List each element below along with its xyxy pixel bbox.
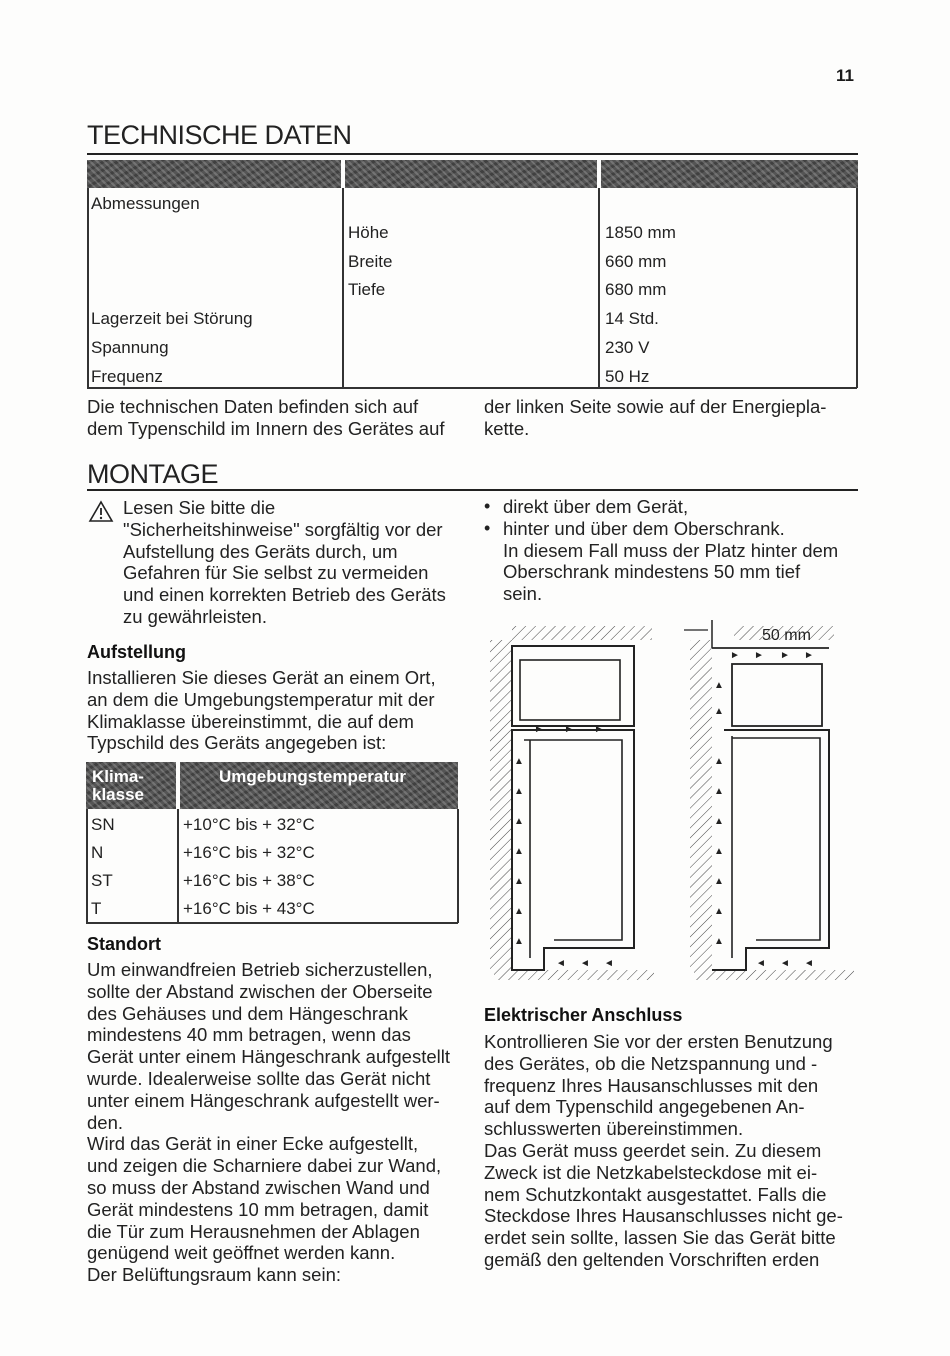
text-line: nem Schutzkontakt ausgestattet. Falls die bbox=[484, 1183, 827, 1205]
text-line: Gerät unter einem Hängeschrank aufgestellt bbox=[87, 1046, 451, 1068]
table-border bbox=[457, 809, 459, 923]
table-border bbox=[177, 809, 179, 923]
text-line: des Gehäuses und dem Hängeschrank bbox=[87, 1002, 408, 1024]
text-line: Aufstellung des Geräts durch, um bbox=[123, 540, 398, 562]
text-line: schlusswerten übereinstimmen. bbox=[484, 1118, 744, 1140]
text-line: genügend weit geöffnet werden kann. bbox=[87, 1242, 396, 1264]
text-line: so muss der Abstand zwischen Wand und bbox=[87, 1176, 430, 1198]
section-heading-montage: MONTAGE bbox=[87, 459, 218, 489]
svg-text:▲: ▲ bbox=[714, 846, 724, 857]
text-line: der linken Seite sowie auf der Energiepla- bbox=[484, 396, 827, 417]
text-line: Oberschrank mindestens 50 mm tief bbox=[503, 561, 801, 583]
table-border bbox=[87, 387, 857, 389]
svg-text:▲: ▲ bbox=[714, 816, 724, 827]
svg-text:◄: ◄ bbox=[604, 958, 614, 969]
text-line: und einen korrekten Betrieb des Geräts bbox=[123, 584, 446, 606]
table-header-cell bbox=[345, 160, 597, 188]
list-item bbox=[484, 518, 864, 540]
svg-text:▲: ▲ bbox=[714, 906, 724, 917]
bullet-continuation bbox=[484, 540, 864, 605]
elektrisch-text bbox=[484, 1031, 874, 1271]
table-cell-label: Frequenz bbox=[91, 366, 163, 386]
svg-text:▲: ▲ bbox=[714, 936, 724, 947]
text-line: Wird das Gerät in einer Ecke aufgestellt, bbox=[87, 1133, 419, 1155]
table-cell-value: 1850 mm bbox=[605, 222, 676, 242]
text-line: den. bbox=[87, 1111, 124, 1133]
text-line: Lesen Sie bitte die bbox=[123, 497, 276, 518]
table-cell-value: 230 V bbox=[605, 338, 650, 357]
text-line: erdet sein sollte, lassen Sie das Gerät bitte bbox=[484, 1227, 836, 1249]
text-line: sein. bbox=[503, 583, 543, 605]
table-cell-temp: +16°C bis + 43°C bbox=[183, 899, 315, 918]
svg-text:▲: ▲ bbox=[514, 786, 524, 797]
aufstellung-text bbox=[87, 667, 467, 754]
svg-text:◄: ◄ bbox=[804, 958, 814, 969]
section-rule bbox=[87, 489, 858, 491]
text-line: Installieren Sie dieses Gerät an einem Ort, bbox=[87, 667, 436, 688]
table-border bbox=[86, 922, 458, 924]
svg-text:◄: ◄ bbox=[556, 958, 566, 969]
header-text: klasse bbox=[92, 785, 144, 804]
table-border bbox=[87, 188, 89, 388]
table-cell-label: Spannung bbox=[91, 338, 169, 357]
svg-text:◄: ◄ bbox=[580, 958, 590, 969]
section-heading-technische-daten: TECHNISCHE DATEN bbox=[87, 120, 352, 150]
table-header-temperature: Umgebungstemperatur bbox=[219, 767, 407, 786]
table-header-cell bbox=[87, 160, 341, 188]
svg-text:►: ► bbox=[594, 724, 604, 735]
tech-note-left bbox=[87, 396, 472, 440]
header-text: Klima- bbox=[92, 767, 144, 786]
svg-text:▲: ▲ bbox=[714, 756, 724, 767]
svg-text:▲: ▲ bbox=[714, 876, 724, 887]
text-line: Um einwandfreien Betrieb sicherzustellen, bbox=[87, 959, 433, 980]
text-line: und zeigen die Scharniere dabei zur Wand, bbox=[87, 1155, 442, 1177]
svg-text:▲: ▲ bbox=[514, 756, 524, 767]
table-cell-sub: Breite bbox=[348, 251, 393, 271]
svg-text:►: ► bbox=[730, 650, 740, 661]
table-cell-sub: Höhe bbox=[348, 222, 389, 242]
text-line: Kontrollieren Sie vor der ersten Benutzung bbox=[484, 1031, 833, 1052]
svg-text:►: ► bbox=[804, 650, 814, 661]
text-line: Die technischen Daten befinden sich auf bbox=[87, 396, 419, 417]
text-line: Zweck ist die Netzkabelsteckdose mit ei- bbox=[484, 1161, 818, 1183]
table-cell-value: 660 mm bbox=[605, 251, 667, 271]
table-border bbox=[342, 188, 344, 388]
text-line: mindestens 40 mm betragen, wenn das bbox=[87, 1024, 411, 1046]
table-border bbox=[86, 809, 88, 923]
diagram-label: 50 mm bbox=[762, 627, 811, 644]
svg-text:▲: ▲ bbox=[514, 936, 524, 947]
table-cell-klasse: SN bbox=[91, 815, 115, 834]
svg-text:▲: ▲ bbox=[514, 906, 524, 917]
text-line: Der Belüftungsraum kann sein: bbox=[87, 1264, 341, 1286]
diagram-space-behind bbox=[684, 620, 854, 980]
text-line: "Sicherheitshinweise" sorgfältig vor der bbox=[123, 518, 443, 540]
svg-text:►: ► bbox=[754, 650, 764, 661]
table-cell-klasse: N bbox=[91, 843, 104, 862]
svg-text:►: ► bbox=[564, 724, 574, 735]
svg-text:◄: ◄ bbox=[756, 958, 766, 969]
text-line: die Tür zum Herausnehmen der Ablagen bbox=[87, 1220, 420, 1242]
svg-text:▲: ▲ bbox=[714, 706, 724, 717]
text-line: zu gewährleisten. bbox=[123, 605, 267, 627]
list-item-text: hinter und über dem Oberschrank. bbox=[503, 517, 785, 539]
svg-text:▲: ▲ bbox=[514, 816, 524, 827]
bullet-icon: • bbox=[484, 517, 491, 538]
table-border bbox=[856, 188, 858, 388]
text-line: Klimaklasse übereinstimmt, die auf dem bbox=[87, 710, 414, 732]
table-header-klasse bbox=[92, 768, 144, 804]
table-cell-sub: Tiefe bbox=[348, 280, 386, 300]
table-cell-temp: +10°C bis + 32°C bbox=[183, 815, 315, 834]
text-line: kette. bbox=[484, 417, 530, 439]
text-line: wurde. Idealerweise sollte das Gerät nicht bbox=[87, 1067, 431, 1089]
page-number: 11 bbox=[836, 66, 854, 85]
table-header-cell bbox=[601, 160, 858, 188]
subheading-aufstellung: Aufstellung bbox=[87, 642, 186, 662]
warning-icon bbox=[88, 500, 114, 524]
text-line: dem Typenschild im Innern des Gerätes auf bbox=[87, 417, 445, 439]
subheading-elektrischer-anschluss: Elektrischer Anschluss bbox=[484, 1005, 683, 1025]
standort-text bbox=[87, 959, 472, 1286]
section-rule bbox=[87, 153, 858, 155]
text-line: Typschild des Geräts angegeben ist: bbox=[87, 732, 387, 754]
text-line: Steckdose Ihres Hausanschlusses nicht ge- bbox=[484, 1205, 843, 1227]
text-line: an dem die Umgebungstemperatur mit der bbox=[87, 688, 435, 710]
table-cell-label: Abmessungen bbox=[91, 194, 200, 213]
ventilation-bullets bbox=[484, 496, 864, 605]
table-cell-value: 680 mm bbox=[605, 280, 667, 300]
table-cell-klasse: ST bbox=[91, 871, 113, 890]
svg-text:▲: ▲ bbox=[514, 876, 524, 887]
table-cell-temp: +16°C bis + 32°C bbox=[183, 843, 315, 862]
text-line: gemäß den geltenden Vorschriften erden bbox=[484, 1248, 820, 1270]
tech-note-right bbox=[484, 396, 864, 440]
table-cell-temp: +16°C bis + 38°C bbox=[183, 871, 315, 890]
subheading-standort: Standort bbox=[87, 934, 161, 954]
table-cell-value: 50 Hz bbox=[605, 366, 650, 386]
table-cell-label: Lagerzeit bei Störung bbox=[91, 309, 253, 329]
list-item-text: direkt über dem Gerät, bbox=[503, 496, 689, 517]
svg-text:►: ► bbox=[534, 724, 544, 735]
text-line: frequenz Ihres Hausanschlusses mit den bbox=[484, 1074, 819, 1096]
text-line: sollte der Abstand zwischen der Oberseite bbox=[87, 980, 433, 1002]
svg-text:▲: ▲ bbox=[514, 846, 524, 857]
text-line: In diesem Fall muss der Platz hinter dem bbox=[503, 539, 839, 561]
list-item bbox=[484, 496, 864, 518]
svg-text:►: ► bbox=[780, 650, 790, 661]
diagram-cabinet-above bbox=[490, 626, 654, 980]
text-line: auf dem Typenschild angegebenen An- bbox=[484, 1096, 805, 1118]
text-line: Gerät mindestens 10 mm betragen, damit bbox=[87, 1198, 429, 1220]
svg-text:◄: ◄ bbox=[780, 958, 790, 969]
ventilation-diagram bbox=[484, 618, 864, 988]
text-line: unter einem Hängeschrank aufgestellt wer- bbox=[87, 1089, 440, 1111]
text-line: Das Gerät muss geerdet sein. Zu diesem bbox=[484, 1139, 822, 1161]
warning-text bbox=[123, 497, 468, 628]
table-border bbox=[598, 188, 600, 388]
text-line: Gefahren für Sie selbst zu vermeiden bbox=[123, 562, 429, 584]
table-cell-klasse: T bbox=[91, 899, 102, 918]
text-line: des Gerätes, ob die Netzspannung und - bbox=[484, 1052, 818, 1074]
table-cell-value: 14 Std. bbox=[605, 309, 659, 329]
bullet-icon: • bbox=[484, 496, 491, 516]
svg-text:▲: ▲ bbox=[714, 786, 724, 797]
svg-text:▲: ▲ bbox=[714, 680, 724, 691]
